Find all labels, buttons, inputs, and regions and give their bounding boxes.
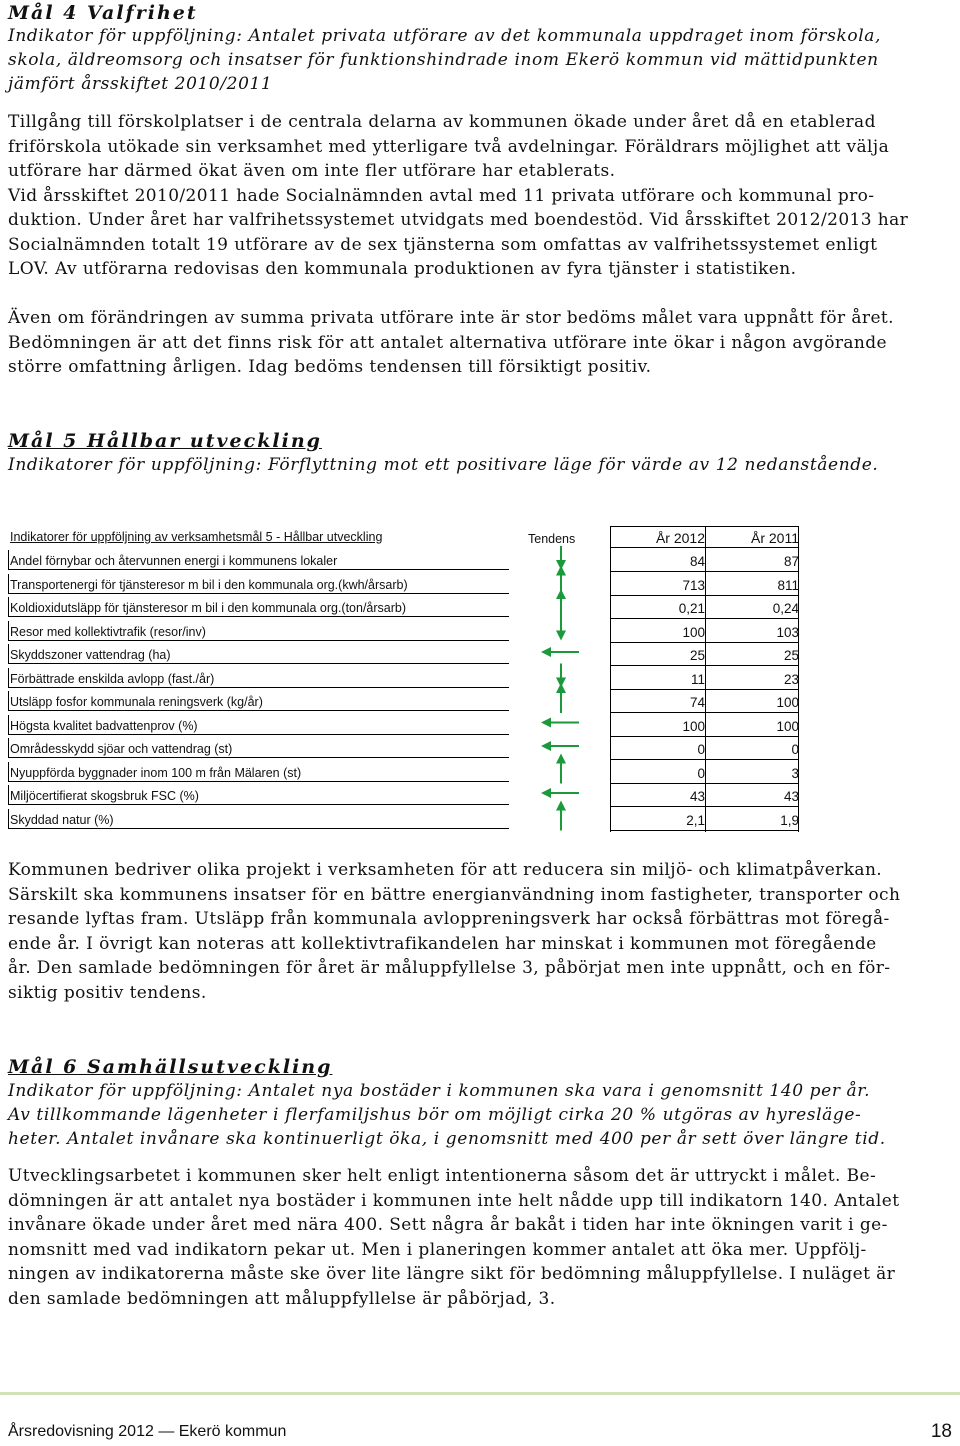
goal4-indicator-line: Indikator för uppföljning: Antalet privata utförare av det kommunala uppdraget inom förskola, xyxy=(8,26,881,46)
paragraph-line: Socialnämnden totalt 19 utförare av de sex tjänsterna som omfattas av valfrihetssystemet enligt xyxy=(8,234,878,255)
value-2012: 0 xyxy=(697,765,705,781)
paragraph-line: LOV. Av utförarna redovisas den kommunala produktionen av fyra tjänster i statistiken. xyxy=(8,259,797,279)
value-2011: 0,24 xyxy=(772,601,799,616)
goal5-indicator: Indikatorer för uppföljning: Förflyttning mot ett positivare läge för värde av 12 nedanstående. xyxy=(8,455,879,475)
indicator-name: Förbättrade enskilda avlopp (fast./år) xyxy=(10,671,215,686)
arrow-head xyxy=(556,589,566,599)
table-header-name: Indikatorer för uppföljning av verksamhetsmål 5 - Hållbar utveckling xyxy=(10,530,383,544)
paragraph-line: dömningen är att antalet nya bostäder i kommunen inte helt nådde upp till indikatorn 140. Antalet xyxy=(8,1190,900,1211)
paragraph-line: resande lyftas fram. Utsläpp från kommunala avloppreningsverk har också förbättras mot föregå- xyxy=(8,909,890,929)
value-2012: 713 xyxy=(682,577,705,593)
goal5-heading: Mål 5 Hållbar utveckling xyxy=(8,430,322,452)
trend-up-arrow-icon xyxy=(556,683,566,713)
value-2012: 84 xyxy=(689,554,705,569)
paragraph-line: friförskola utökade sin verksamhet med ytterligare två avdelningar. Föräldrars möjlighet att välja xyxy=(8,136,890,157)
indicator-name: Miljöcertifierat skogsbruk FSC (%) xyxy=(10,789,199,803)
goal4-indicator-line: jämfört årsskiftet 2010/2011 xyxy=(8,74,273,94)
value-2011: 103 xyxy=(776,624,799,640)
arrow-head xyxy=(541,647,551,657)
indicator-name: Andel förnybar och återvunnen energi i kommunens lokaler xyxy=(10,554,338,568)
goal4-paragraph-1 xyxy=(8,110,952,282)
paragraph-line: Utvecklingsarbetet i kommunen sker helt enligt intentionerna såsom det är uttryckt i målet. Be- xyxy=(8,1166,877,1186)
goal6-indicator-line: heter. Antalet invånare ska kontinuerligt öka, i genomsnitt med 400 per år sett över längre tid. xyxy=(8,1129,886,1149)
paragraph-line: år. Den samlade bedömningen för året är måluppfyllelse 3, påbörjat men inte uppnått, och en för- xyxy=(8,958,891,978)
goal6-paragraph xyxy=(8,1164,952,1311)
paragraph-line: Tillgång till förskolplatser i de centrala delarna av kommunen ökade under året då en etablerad xyxy=(8,112,876,132)
indicator-name: Högsta kvalitet badvattenprov (%) xyxy=(10,718,198,733)
goal6-indicator-line: Indikator för uppföljning: Antalet nya bostäder i kommunen ska vara i genomsnitt 140 per år. xyxy=(8,1081,871,1101)
arrow-head xyxy=(556,754,566,764)
paragraph-line: Kommunen bedriver olika projekt i verksamheten för att reducera sin miljö- och klimatpåverkan. xyxy=(8,860,883,880)
paragraph-line: ende år. I övrigt kan noteras att kollektivtrafikandelen har minskat i kommunen mot föregående xyxy=(8,933,877,954)
paragraph-line: invånare ökade under året med nära 400. Sett några år bakåt i tiden har inte ökningen varit i ge- xyxy=(8,1215,888,1235)
footer-divider xyxy=(0,1392,960,1395)
paragraph-line: större omfattning årligen. Idag bedöms tendensen till försiktigt positiv. xyxy=(8,357,652,377)
value-2011: 1,9 xyxy=(780,812,799,828)
arrow-head xyxy=(541,788,551,798)
table-header-trend: Tendens xyxy=(528,532,576,546)
paragraph-line: ningen av indikatorerna måste ske över lite längre sikt för bedömning måluppfyllelse. I nuläget är xyxy=(8,1264,896,1284)
indicator-name: Områdesskydd sjöar och vattendrag (st) xyxy=(10,742,233,756)
value-2012: 0 xyxy=(697,742,705,757)
page-number: 18 xyxy=(930,1421,952,1442)
indicator-name: Resor med kollektivtrafik (resor/inv) xyxy=(10,624,206,639)
value-2011: 811 xyxy=(777,577,799,593)
paragraph-line: Särskilt ska kommunens insatser för en bättre energianvändning inom fastigheter, transporter och xyxy=(8,884,901,905)
paragraph-line: utförare har därmed ökat även om inte fler utförare har etablerats. xyxy=(8,161,616,181)
indicator-name: Transportenergi för tjänsteresor m bil i den kommunala org.(kwh/årsarb) xyxy=(10,577,408,592)
arrow-head xyxy=(541,741,551,751)
value-2011: 43 xyxy=(783,789,799,804)
goal5-paragraph xyxy=(8,858,952,1005)
paragraph-line: siktig positiv tendens. xyxy=(8,982,207,1003)
indicator-name: Nyuppförda byggnader inom 100 m från Mälaren (st) xyxy=(10,765,302,780)
goal6-indicator-line: Av tillkommande lägenheter i flerfamiljshus bör om möjligt cirka 20 % utgöras av hyresläge- xyxy=(8,1105,862,1125)
goal4-heading: Mål 4 Valfrihet xyxy=(8,2,198,24)
goal4-paragraph-2 xyxy=(8,306,952,380)
value-2012: 74 xyxy=(689,695,705,710)
arrow-head xyxy=(556,801,566,811)
value-2011: 100 xyxy=(776,695,799,710)
table-header-2012: År 2012 xyxy=(655,530,705,546)
trend-up-arrow-icon xyxy=(556,754,566,784)
arrow-head xyxy=(541,718,551,728)
value-2011: 87 xyxy=(783,554,799,569)
trend-up-arrow-icon xyxy=(556,801,566,831)
value-2012: 11 xyxy=(690,671,705,687)
trend-left-arrow-icon xyxy=(541,718,579,728)
value-2012: 25 xyxy=(689,648,705,663)
value-2012: 43 xyxy=(689,789,705,804)
paragraph-line: Även om förändringen av summa privata utförare inte är stor bedöms målet vara uppnått för året. xyxy=(8,308,894,328)
value-2012: 2,1 xyxy=(686,812,705,828)
arrow-head xyxy=(556,683,566,693)
trend-left-arrow-icon xyxy=(541,788,579,798)
indicator-name: Utsläpp fosfor kommunala reningsverk (kg/år) xyxy=(10,695,263,709)
goal6-indicator xyxy=(8,1079,952,1151)
arrow-head xyxy=(556,566,566,576)
footer-title: Årsredovisning 2012 — Ekerö kommun xyxy=(8,1423,287,1440)
trend-arrows xyxy=(8,526,808,846)
value-2012: 0,21 xyxy=(678,601,705,616)
indicator-name: Skyddszoner vattendrag (ha) xyxy=(10,648,171,662)
goal4-indicator-line: skola, äldreomsorg och insatser för funktionshindrade inom Ekerö kommun vid mättidpunkten xyxy=(8,50,879,70)
value-2011: 0 xyxy=(791,742,799,757)
trend-left-arrow-icon xyxy=(541,647,579,657)
paragraph-line: Vid årsskiftet 2010/2011 hade Socialnämnden avtal med 11 privata utförare och kommunal pro- xyxy=(8,185,875,206)
goal4-indicator xyxy=(8,24,952,96)
goal6-heading: Mål 6 Samhällsutveckling xyxy=(8,1056,333,1078)
trend-left-arrow-icon xyxy=(541,741,579,751)
paragraph-line: duktion. Under året har valfrihetssystemet utvidgats med boendestöd. Vid årsskiftet 2012/2013 har xyxy=(8,210,909,230)
trend-down-arrow-icon xyxy=(556,617,566,641)
value-2011: 25 xyxy=(783,648,799,663)
paragraph-line: Bedömningen är att det finns risk för att antalet alternativa utförare inte ökar i någon avgörande xyxy=(8,332,887,353)
indicator-name: Skyddad natur (%) xyxy=(10,812,114,827)
table-header-2011: År 2011 xyxy=(751,530,799,546)
value-2012: 100 xyxy=(682,718,705,734)
value-2012: 100 xyxy=(682,624,705,640)
arrow-head xyxy=(556,631,566,641)
trend-up-arrow-icon xyxy=(556,589,566,619)
paragraph-line: den samlade bedömningen att måluppfyllelse är påbörjad, 3. xyxy=(8,1288,556,1309)
value-2011: 3 xyxy=(791,765,799,781)
paragraph-line: nomsnitt med vad indikatorn pekar ut. Men i planeringen kommer antalet att öka mer. Uppfölj- xyxy=(8,1239,867,1260)
indicator-name: Koldioxidutsläpp för tjänsteresor m bil i den kommunala org.(ton/årsarb) xyxy=(10,601,407,615)
value-2011: 23 xyxy=(783,671,799,687)
value-2011: 100 xyxy=(776,718,799,734)
